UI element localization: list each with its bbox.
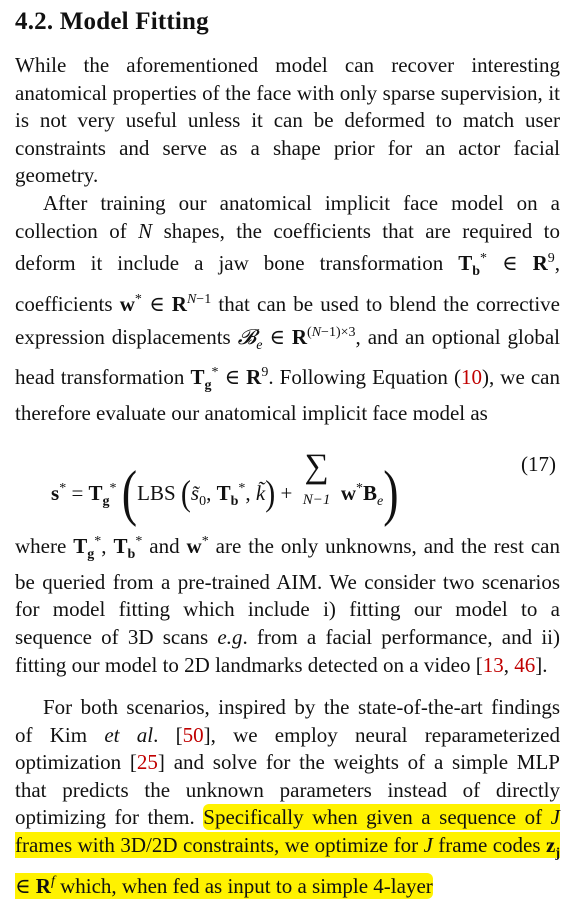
paragraph-unknowns: where $T_g^*$, $T_b^*$ and w* are the only unknowns, and the rest can be queried from a pre-trained AIM. We consider two scenarios for model fitting which include i) fitting our model to a sequence of 3D scans e.g. from a facial performance, and ii) fitting our model to 2D landmarks detected on a video [13, 46].: [15, 534, 561, 677]
equation-number: (17): [521, 452, 556, 476]
citation-link-25[interactable]: 25: [136, 750, 158, 775]
citation-link-50[interactable]: 50: [182, 722, 204, 747]
lbs-function: LBS: [137, 481, 176, 505]
citation-link-13[interactable]: 13: [482, 652, 504, 677]
equation-body: $s^* = T_g^*$ (LBS ($s̃_0$, $T_b^*$, k̃) + ∑ N−1 $w^*B_e$): [51, 448, 399, 527]
math-w: w: [119, 291, 135, 316]
equation-17: [15, 446, 560, 527]
paragraph-intro: While the aforementioned model can recover interesting anatomical properties of the face with only sparse supervision, it is not very useful unless it can be deformed to match user constraints and serve as a shape prior for an actor facial geometry.: [15, 53, 560, 188]
math-Be: 𝓑: [237, 324, 257, 349]
citation-link-46[interactable]: 46: [514, 652, 536, 677]
math-Tb: $T_b$: [458, 251, 481, 280]
summation-symbol: ∑ N−1: [302, 448, 331, 508]
paragraph-training: After training our anatomical implicit face model on a collection of N shapes, the coefficients that are required to deform it include a jaw bone transformation $T_b^*$ ∈ $R^9$, coefficients w* ∈ $R^{N-1}$ that can be used to blend the corrective expression displacements 𝓑$_e$ ∈ $R^{(N-1)\times 3}$, and an optional global head transformation $T_g^*$ ∈ $R^9$. Following Equation (10), we can therefore evaluate our anatomical implicit face model as: [15, 191, 561, 426]
paragraph-scenarios: For both scenarios, inspired by the state-of-the-art findings of Kim et al. [50], we employ neural reparameterized optimization [25] and solve for the weights of a simple MLP that predicts the unknown parameters instead of directly optimizing for them. Specifically when given a sequence of J frames with 3D/2D constraints, we optimize for J frame codes $z_j$ ∈ $R^f$ which, when fed as input to a simple 4-layer: [15, 695, 560, 898]
math-Tg: $T_g$: [190, 365, 212, 394]
equation-link[interactable]: 10: [460, 365, 482, 390]
section-heading: 4.2. Model Fitting: [15, 8, 209, 35]
highlighted-text: Specifically when given a sequence of J frames with 3D/2D constraints, we optimize for J frame codes $z_j$ ∈ $R^f$ which, when fed as input to a simple 4-layer: [15, 805, 560, 898]
